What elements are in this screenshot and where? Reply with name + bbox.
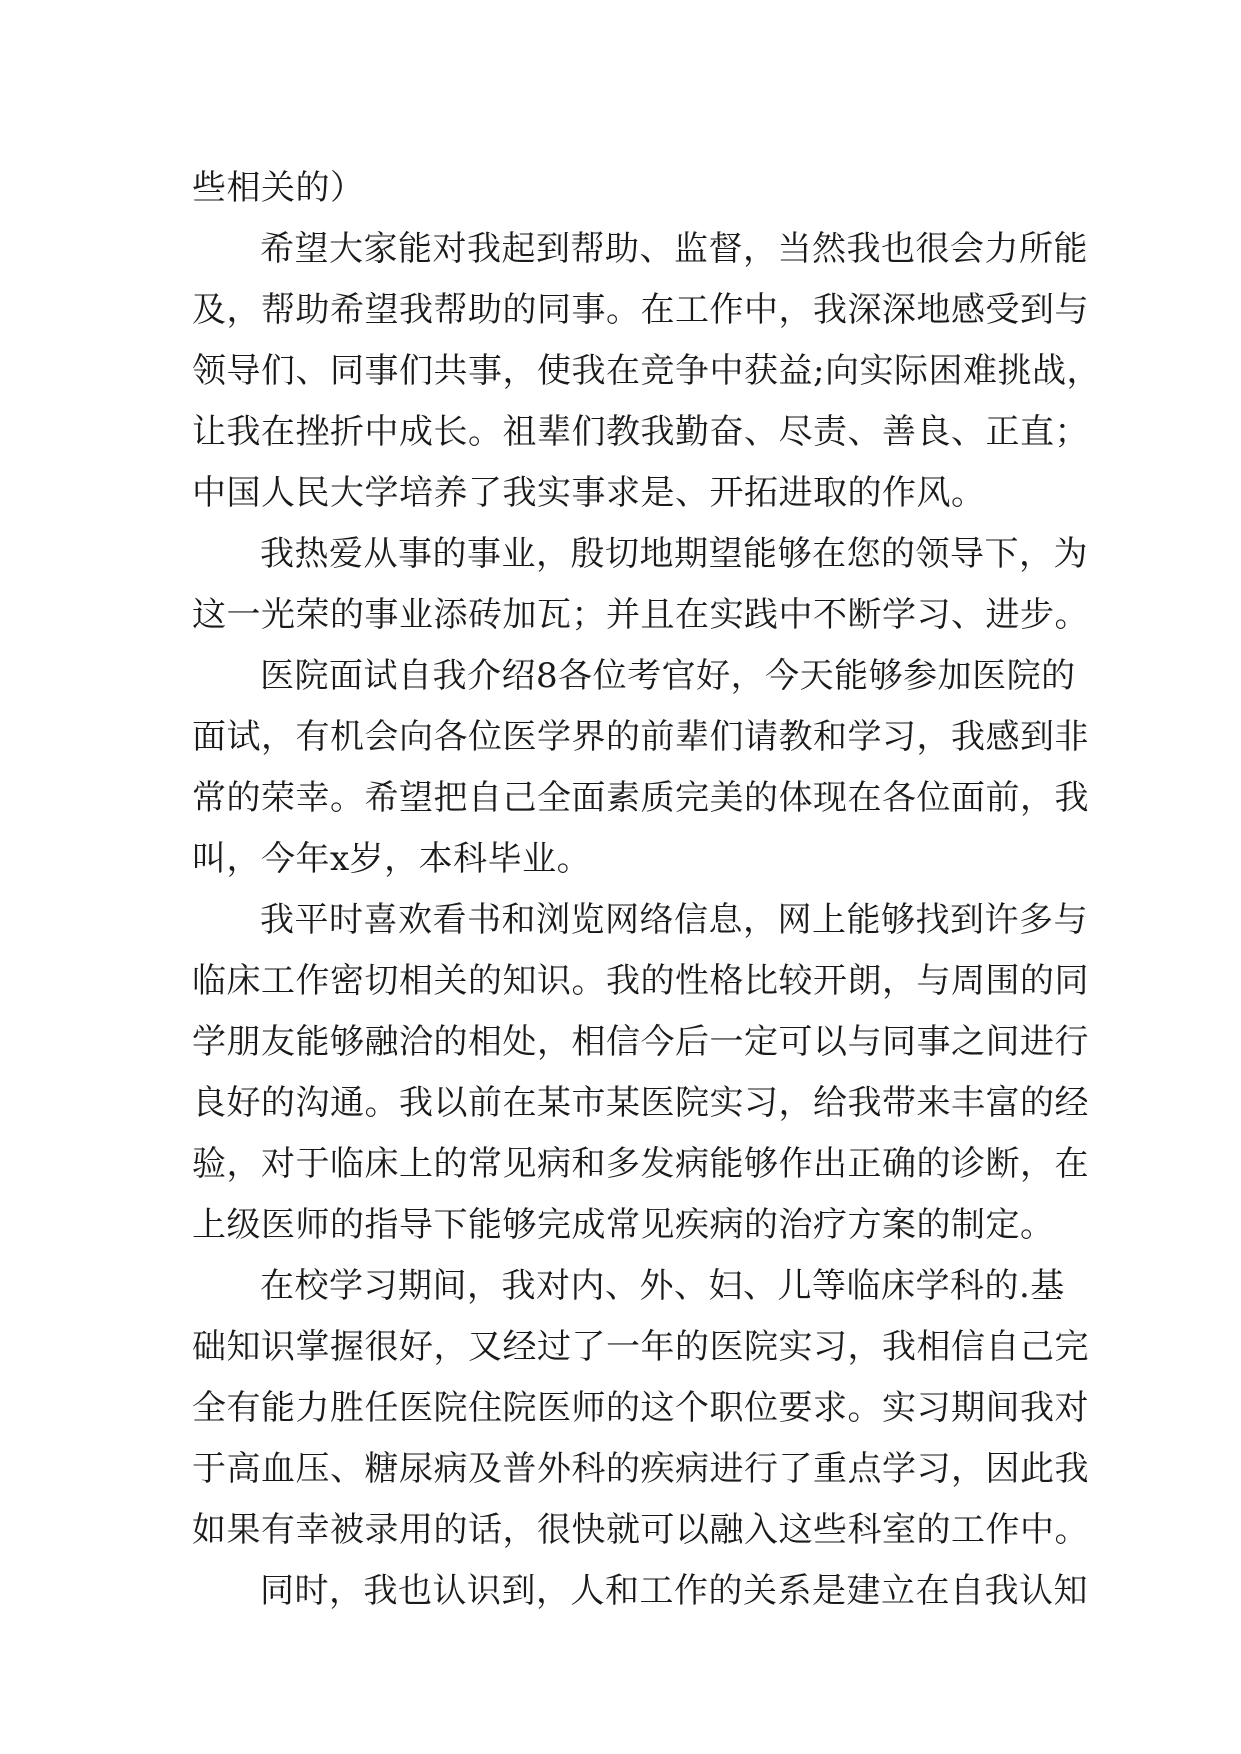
paragraph-first-line: 同时，我也认识到，人和工作的关系是建立在自我认知 [260,1571,1088,1611]
text-line: 叫，今年x岁，本科毕业。 [192,839,592,879]
text-line: 常的荣幸。希望把自己全面素质完美的体现在各位面前，我 [192,778,1089,818]
text-line: 上级医师的指导下能够完成常见疾病的治疗方案的制定。 [192,1205,1055,1245]
text-line: 领导们、同事们共事，使我在竞争中获益;向实际困难挑战， [192,351,1101,391]
text-line: 验，对于临床上的常见病和多发病能够作出正确的诊断，在 [192,1144,1089,1184]
text-line: 全有能力胜任医院住院医师的这个职位要求。实习期间我对 [192,1388,1089,1428]
text-line: 让我在挫折中成长。祖辈们教我勤奋、尽责、善良、正直； [192,412,1089,452]
paragraph-first-line: 我热爱从事的事业，殷切地期望能够在您的领导下，为 [260,534,1088,574]
body-text [192,158,1101,1622]
text-line: 础知识掌握很好，又经过了一年的医院实习，我相信自己完 [192,1327,1089,1367]
text-line: 面试，有机会向各位医学界的前辈们请教和学习，我感到非 [192,717,1089,757]
text-line: 及，帮助希望我帮助的同事。在工作中，我深深地感受到与 [192,290,1089,330]
text-line: 中国人民大学培养了我实事求是、开拓进取的作风。 [192,473,986,513]
text-line: 临床工作密切相关的知识。我的性格比较开朗，与周围的同 [192,961,1089,1001]
paragraph-first-line: 希望大家能对我起到帮助、监督，当然我也很会力所能 [260,229,1088,269]
text-line: 学朋友能够融洽的相处，相信今后一定可以与同事之间进行 [192,1022,1089,1062]
text-line: 于高血压、糖尿病及普外科的疾病进行了重点学习，因此我 [192,1449,1089,1489]
text-line: 如果有幸被录用的话，很快就可以融入这些科室的工作中。 [192,1510,1089,1550]
text-line: 些相关的） [192,168,365,208]
text-line: 良好的沟通。我以前在某市某医院实习，给我带来丰富的经 [192,1083,1089,1123]
paragraph-first-line: 医院面试自我介绍8各位考官好，今天能够参加医院的 [260,656,1076,696]
paragraph-first-line: 我平时喜欢看书和浏览网络信息，网上能够找到许多与 [260,900,1088,940]
paragraph-first-line: 在校学习期间，我对内、外、妇、儿等临床学科的.基 [260,1266,1065,1306]
text-line: 这一光荣的事业添砖加瓦；并且在实践中不断学习、进步。 [192,595,1089,635]
